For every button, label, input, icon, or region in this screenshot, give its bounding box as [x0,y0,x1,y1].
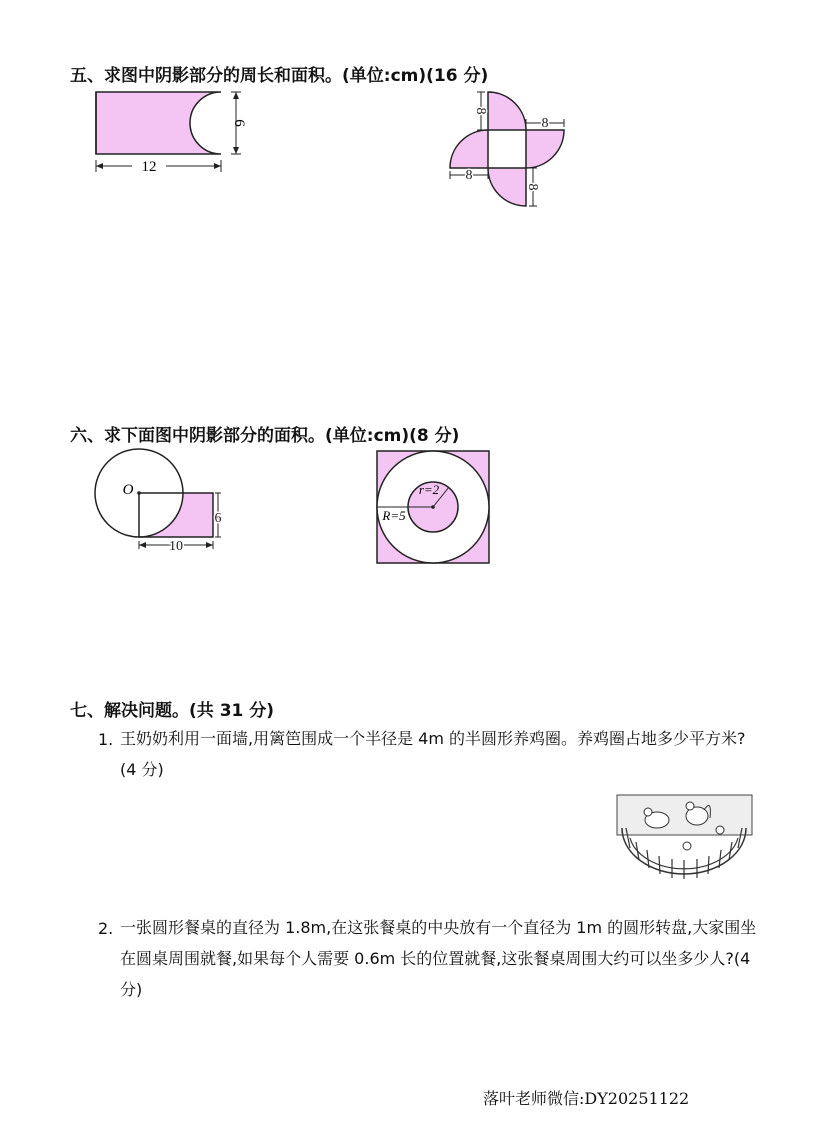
circle-rect-figure [88,446,233,556]
question-1-number: 1. [98,730,114,749]
square-annulus-figure [372,448,494,566]
label-right-top: 8 [541,116,549,131]
label-left-bottom: 8 [465,168,473,183]
petal-bottom [488,168,526,206]
inner-radius-label: r=2 [418,482,440,497]
question-2-number: 2. [98,919,114,938]
chicken-pen-illustration [612,790,757,885]
outer-radius-label: R=5 [382,508,406,523]
footer-contact: 落叶老师微信:DY20251122 [483,1089,690,1108]
petal-left [450,130,488,168]
shaded-region [96,92,221,154]
section7-heading: 七、解决问题。(共 31 分) [70,701,275,721]
rect-semicircle-figure [88,82,253,177]
height-label: 6 [214,511,222,526]
width-label: 12 [141,159,157,175]
section5-heading: 五、求图中阴影部分的周长和面积。(单位:cm)(16 分) [70,66,489,86]
label-bottom-vertical: 8 [525,183,540,191]
question-1-text: 王奶奶利用一面墙,用篱笆围成一个半径是 4m 的半圆形养鸡圈。养鸡圈占地多少平方米?(4 分) [120,729,746,779]
label-left-vertical: 8 [473,107,488,115]
petal-top [488,92,526,130]
pinwheel-figure [440,82,575,212]
height-label: 6 [231,119,247,127]
question-2-text: 一张圆形餐桌的直径为 1.8m,在这张餐桌的中央放有一个直径为 1m 的圆形转盘,大家围坐在圆桌周围就餐,如果每个人需要 0.6m 长的位置就餐,这张餐桌周围大约可以坐多少人?(4 分) [120,918,757,999]
section6-heading: 六、求下面图中阴影部分的面积。(单位:cm)(8 分) [70,426,460,446]
petal-right [526,130,564,168]
width-label: 10 [169,539,183,554]
center-label: O [122,482,134,498]
